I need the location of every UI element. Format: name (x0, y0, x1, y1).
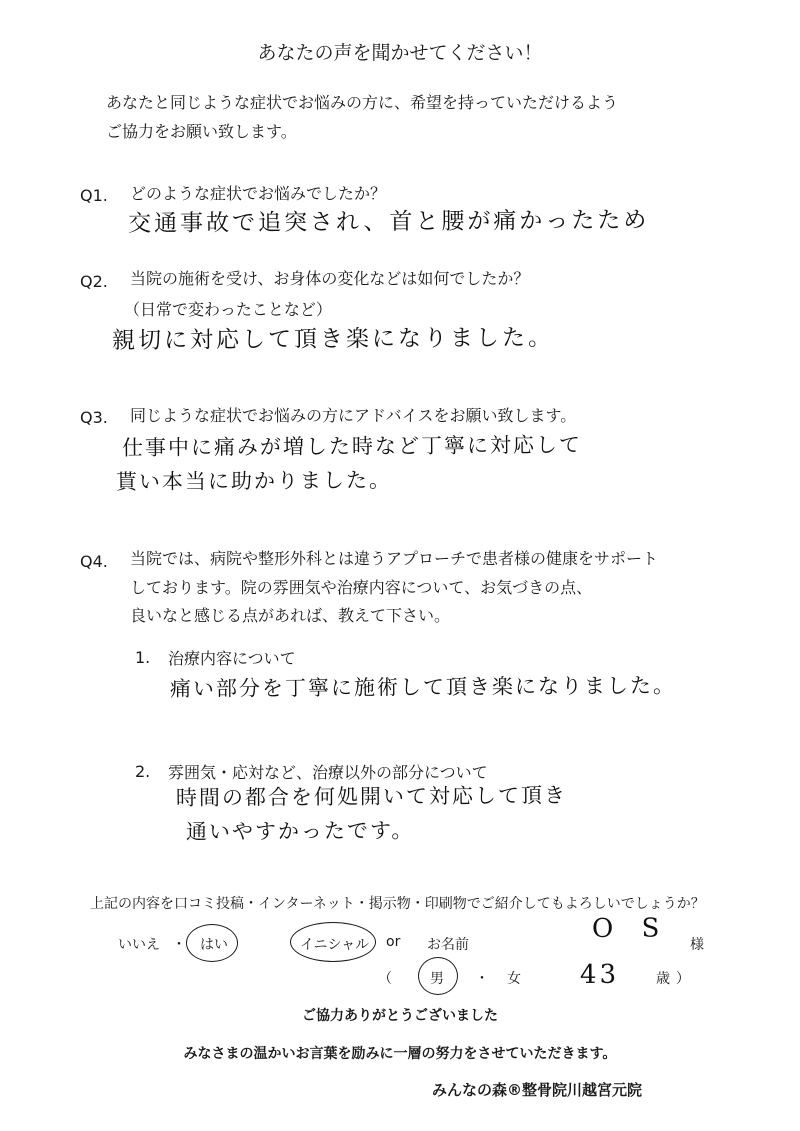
male-circle-mark (418, 957, 458, 995)
q4-item-1-answer: 痛い部分を丁寧に施術して頂き楽になりました。 (169, 673, 677, 701)
consent-separator: ・ (172, 937, 186, 953)
consent-option-yes[interactable]: はい (200, 937, 228, 953)
initial-circle-mark (290, 922, 376, 962)
q1-answer: 交通事故で追突され、首と腰が痛かったため (127, 207, 650, 237)
q3-question: 同じような症状でお悩みの方にアドバイスをお願い致します。 (130, 406, 577, 425)
consent-option-no[interactable]: いいえ (118, 937, 160, 953)
q4-question-line-3: 良いなと感じる点があれば、教えて下さい。 (130, 606, 451, 625)
intro-line-1: あなたと同じような症状でお悩みの方に、希望を持っていただけるよう (106, 93, 619, 112)
q3-answer-line-2: 貰い本当に助かりました。 (115, 468, 393, 494)
gender-male[interactable]: 男 (430, 971, 444, 987)
footer-message: みなさまの温かいお言葉を励みに一層の努力をさせていただきます。 (183, 1046, 617, 1062)
consent-question: 上記の内容を口コミ投稿・インターネット・掲示物・印刷物でご紹介してもよろしいでしょうか？ (90, 896, 705, 912)
consent-name-label: お名前 (427, 937, 469, 953)
q4-item-2-title: 雰囲気・応対など、治療以外の部分について (168, 763, 488, 782)
age-unit: 歳 (656, 971, 670, 987)
consent-honorific: 様 (690, 937, 704, 953)
consent-name-value: O S (591, 913, 670, 944)
gender-female[interactable]: 女 (507, 971, 521, 987)
q4-question-line-2: しております。院の雰囲気や治療内容について、お気づきの点、 (130, 578, 593, 597)
q3-label: Q3. (80, 408, 108, 427)
q1-label: Q1. (80, 186, 108, 205)
paren-close: ） (676, 971, 690, 987)
q4-question-line-1: 当院では、病院や整形外科とは違うアプローチで患者様の健康をサポート (130, 549, 659, 568)
age-value: 43 (579, 959, 620, 990)
q4-item-1-number: 1. (135, 648, 151, 667)
q4-item-2-answer-line-1: 時間の都合を何処開いて対応して頂き (175, 783, 568, 810)
clinic-name: みんなの森®整骨院川越宮元院 (432, 1081, 643, 1099)
q4-item-2-answer-line-2: 通いやすかったです。 (185, 818, 415, 844)
consent-or: or (386, 934, 401, 950)
intro-line-2: ご協力をお願い致します。 (106, 122, 297, 141)
q2-label: Q2. (80, 272, 108, 291)
q4-item-1-title: 治療内容について (168, 649, 296, 668)
thanks-text: ご協力ありがとうございました (302, 1008, 498, 1024)
q3-answer-line-1: 仕事中に痛みが増した時など丁寧に対応して (121, 432, 583, 460)
q2-answer: 親切に対応して頂き楽になりました。 (111, 324, 555, 354)
gender-sep: ・ (475, 971, 489, 987)
yes-circle-mark (186, 924, 238, 962)
paren-open: （ (378, 971, 392, 987)
q4-label: Q4. (80, 552, 108, 571)
q2-question: 当院の施術を受け、お身体の変化などは如何でしたか？ (130, 269, 530, 288)
page-title: あなたの声を聞かせてください！ (257, 42, 543, 64)
q4-item-2-number: 2. (135, 762, 151, 781)
q1-question: どのような症状でお悩みでしたか？ (130, 184, 387, 203)
q2-question-sub: （日常で変わったことなど） (124, 300, 332, 319)
consent-option-initial[interactable]: イニシャル (300, 937, 370, 953)
